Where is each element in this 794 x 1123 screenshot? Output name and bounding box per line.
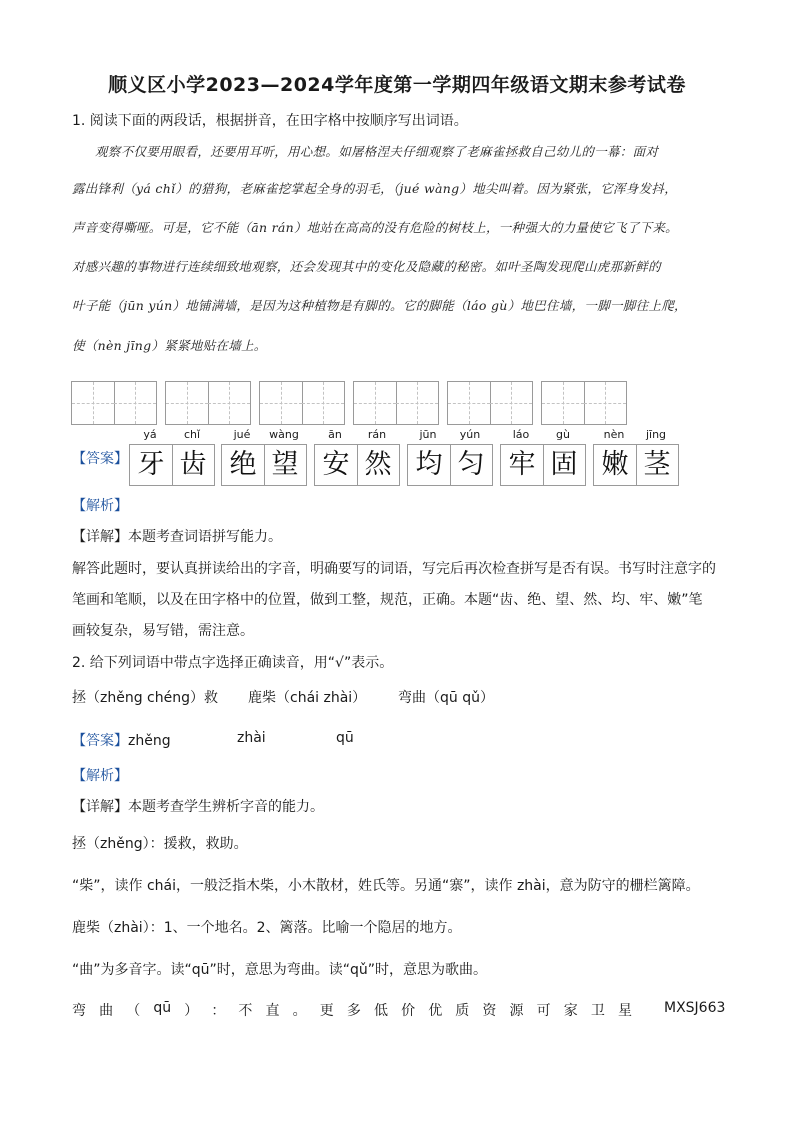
- answer-char: 绝: [222, 445, 265, 485]
- answer-pair: [500, 444, 586, 486]
- pinyin: ān: [328, 428, 342, 441]
- pinyin: wàng: [269, 428, 299, 441]
- explain-line: 画较复杂，易写错，需注意。: [72, 623, 254, 639]
- q2-answer: [72, 730, 732, 750]
- char: （: [126, 1003, 141, 1019]
- char: 更: [319, 1003, 334, 1019]
- passage-line: 使（nèn jīng）紧紧地贴在墙上。: [72, 338, 267, 353]
- tianzige-pair[interactable]: [541, 381, 627, 425]
- passage-line: 露出锋利（yá chǐ）的猎狗，老麻雀挖掌起全身的羽毛，（jué wàng）地尖叫着。因为紧张，它浑身发抖，: [72, 181, 677, 196]
- watermark-code: MXSJ663: [664, 1000, 726, 1016]
- pinyin: nèn: [603, 428, 625, 441]
- pinyin: jīng: [645, 428, 667, 441]
- answer-value: zhěng: [128, 733, 171, 749]
- char: 不: [238, 1003, 253, 1019]
- char: 家: [563, 1003, 578, 1019]
- answer-char: 固: [550, 449, 578, 480]
- detail-line: 【详解】本题考查学生辨析字音的能力。: [72, 799, 324, 815]
- answer-char: 望: [271, 449, 299, 480]
- answer-label: 【答案】: [72, 451, 128, 467]
- answer-char: 齿: [179, 449, 207, 480]
- q2-options: [72, 687, 732, 707]
- passage-line: 声音变得嘶哑。可是，它不能（ān rán）地站在高高的没有危险的树枝上，一种强大的力量使它飞了下来。: [72, 220, 678, 235]
- answer-pair: [314, 444, 400, 486]
- pinyin: gù: [556, 428, 570, 441]
- tianzige-pair[interactable]: [259, 381, 345, 425]
- tianzige-pair[interactable]: [353, 381, 439, 425]
- answer-label: 【答案】: [72, 733, 128, 749]
- answer-char: 茎: [643, 449, 671, 480]
- char: 星: [617, 1003, 632, 1019]
- char: 质: [455, 1003, 470, 1019]
- answer-value: qū: [336, 730, 354, 746]
- answer-value: zhài: [237, 730, 266, 746]
- char: 多: [346, 1003, 361, 1019]
- q2-prompt: 2. 给下列词语中带点字选择正确读音，用“√”表示。: [72, 655, 394, 671]
- char: ）: [184, 1003, 199, 1019]
- page-title: 顺义区小学2023—2024学年度第一学期四年级语文期末参考试卷: [108, 74, 686, 96]
- answer-pair: [593, 444, 679, 486]
- answer-pair: [221, 444, 307, 486]
- char: 可: [536, 1003, 551, 1019]
- explain-line: “柴”，读作 chái，一般泛指木柴，小木散材，姓氏等。另通“寨”，读作 zhài，意为防守的栅栏篱障。: [72, 878, 700, 894]
- analysis-label: 【解析】: [72, 498, 128, 514]
- char: 源: [509, 1003, 524, 1019]
- char: 直: [265, 1003, 280, 1019]
- pinyin: chǐ: [183, 428, 201, 441]
- writing-grid[interactable]: [71, 381, 631, 425]
- char: 曲: [99, 1003, 114, 1019]
- answer-pinyin-row: [0, 428, 794, 444]
- char: 。: [292, 1003, 307, 1019]
- explain-line: 解答此题时，要认真拼读给出的字音，明确要写的词语，写完后再次检查拼写是否有误。书写时注意字的: [72, 561, 716, 577]
- pinyin: yá: [143, 428, 157, 441]
- tianzige-pair[interactable]: [165, 381, 251, 425]
- char: ：: [211, 1003, 226, 1019]
- pinyin: yún: [459, 428, 481, 441]
- char: 价: [401, 1003, 416, 1019]
- explain-line: 鹿柴（zhài）：1、一个地名。2、篱落。比喻一个隐居的地方。: [72, 920, 462, 936]
- pinyin: jūn: [419, 428, 437, 441]
- answer-char: 牢: [501, 445, 544, 485]
- char: qū: [153, 1000, 172, 1016]
- char: 低: [373, 1003, 388, 1019]
- option: 鹿柴（chái zhài）: [248, 690, 367, 706]
- detail-line: 【详解】本题考查词语拼写能力。: [72, 529, 282, 545]
- passage-line: 观察不仅要用眼看，还要用耳听，用心想。如屠格涅夫仔细观察了老麻雀拯救自己幼儿的一幕：面对: [95, 144, 659, 159]
- tianzige-pair[interactable]: [447, 381, 533, 425]
- char: 优: [428, 1003, 443, 1019]
- char: 弯: [72, 1003, 86, 1019]
- analysis-label: 【解析】: [72, 768, 128, 784]
- passage-line: 对感兴趣的事物进行连续细致地观察，还会发现其中的变化及隐藏的秘密。如叶圣陶发现爬山虎那新鲜的: [72, 259, 661, 274]
- answer-char: 均: [408, 445, 451, 485]
- answer-grid: [0, 444, 794, 488]
- pinyin: rán: [367, 428, 387, 441]
- pinyin: láo: [512, 428, 530, 441]
- option: 弯曲（qū qǔ）: [398, 690, 494, 706]
- answer-char: 牙: [130, 445, 173, 485]
- tianzige-pair[interactable]: [71, 381, 157, 425]
- answer-pair: [129, 444, 215, 486]
- spread-text: [72, 1000, 632, 1020]
- answer-pair: [407, 444, 493, 486]
- answer-char: 然: [364, 449, 392, 480]
- explain-line: 拯（zhěng）：援救，救助。: [72, 836, 248, 852]
- q1-prompt: 1. 阅读下面的两段话，根据拼音，在田字格中按顺序写出词语。: [72, 113, 468, 129]
- explain-line: 笔画和笔顺，以及在田字格中的位置，做到工整，规范，正确。本题“齿、绝、望、然、均、牢、嫩”笔: [72, 592, 703, 608]
- answer-char: 安: [315, 445, 358, 485]
- answer-char: 嫩: [594, 445, 637, 485]
- pinyin: jué: [233, 428, 251, 441]
- passage-line: 叶子能（jūn yún）地铺满墙，是因为这种植物是有脚的。它的脚能（láo gù）地巴住墙，一脚一脚往上爬，: [72, 298, 687, 313]
- char: 卫: [590, 1003, 605, 1019]
- char: 资: [482, 1003, 497, 1019]
- option: 拯（zhěng chéng）救: [72, 690, 218, 706]
- explain-line: “曲”为多音字。读“qū”时，意思为弯曲。读“qǔ”时，意思为歌曲。: [72, 962, 488, 978]
- answer-char: 匀: [457, 449, 485, 480]
